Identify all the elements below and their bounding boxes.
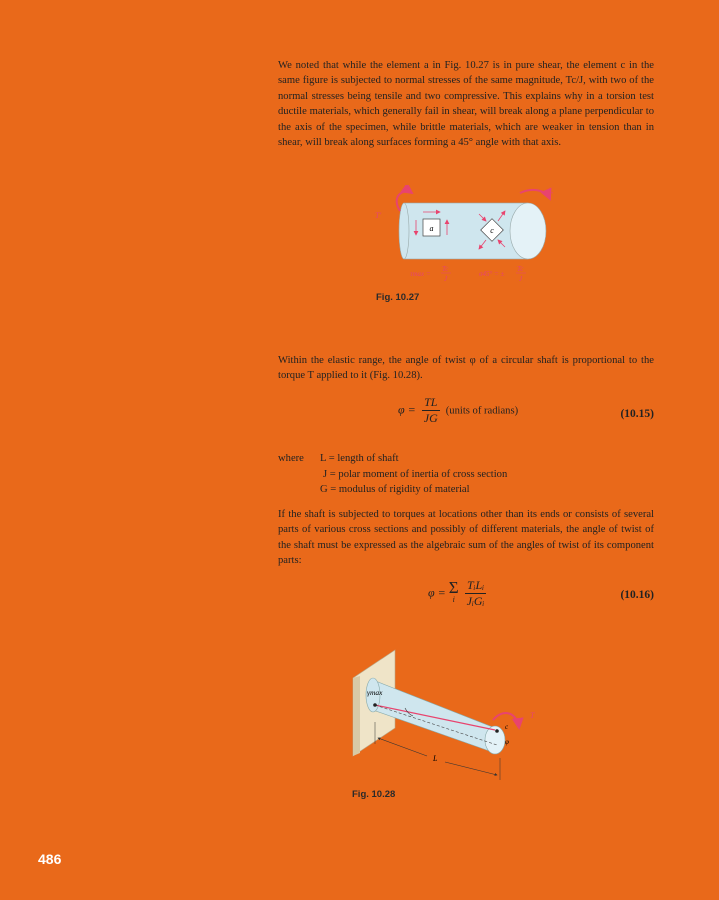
svg-text:τmax =: τmax = bbox=[410, 270, 431, 278]
shaft-cylinder bbox=[399, 203, 546, 259]
element-a-label: a bbox=[429, 224, 434, 233]
figure-10-27 bbox=[360, 185, 570, 290]
svg-text:J: J bbox=[519, 275, 523, 283]
gamma-max-label: γmax bbox=[367, 688, 383, 697]
equation-number-10-15: (10.15) bbox=[620, 408, 654, 420]
svg-text:Tc: Tc bbox=[442, 265, 449, 273]
paragraph-composite-shaft: If the shaft is subjected to torques at locations other than its ends or consists of several parts of various cross sections and possibly of different materials, the angle of twist of the shaft must be expressed as the algebraic sum of the angles of twist of its component parts: bbox=[278, 509, 654, 567]
paragraph-pure-shear: We noted that while the element a in Fig. 10.27 is in pure shear, the element c in the same figure is subjected to normal stresses of the same magnitude, Tc/J, with two of the normal stresses being tensile and two compressive. This explains why in a torsion test ductile materials, which generally fail in shear, will break along a plane perpendicular to the axis of the specimen, while brittle materials, which are weaker in tension than in shear, will break along surfaces forming a 45° angle with that axis. bbox=[278, 60, 654, 149]
equation-number-10-16: (10.16) bbox=[620, 589, 654, 601]
length-dim-right bbox=[445, 762, 497, 775]
figure-10-28 bbox=[345, 648, 550, 783]
equation-10-15: φ = $\frac{TL}{JG}$ (units of radians) bbox=[398, 395, 519, 425]
phi-label: φ bbox=[505, 738, 509, 746]
equation-10-16: φ = Σ i $\frac{\text{TᵢLᵢ}}{\text{JᵢGᵢ}}$ bbox=[428, 577, 485, 608]
svg-text:Tc: Tc bbox=[517, 265, 524, 273]
element-c-label: c bbox=[490, 226, 494, 235]
def-length: L = length of shaft bbox=[320, 453, 399, 464]
radius-c-label: c bbox=[505, 723, 509, 731]
def-polar-moment: J = polar moment of inertia of cross section bbox=[323, 468, 508, 480]
page-number: 486 bbox=[38, 851, 62, 867]
length-dim-left bbox=[378, 738, 427, 756]
tau-max-formula bbox=[410, 265, 451, 283]
torque-arrow-right bbox=[520, 190, 550, 199]
paragraph-angle-of-twist: Within the elastic range, the angle of twist φ of a circular shaft is proportional to the torque T applied to it (Fig. 10.28). bbox=[278, 355, 654, 382]
figure-caption-10-27: Fig. 10.27 bbox=[376, 292, 420, 303]
figure-caption-10-28: Fig. 10.28 bbox=[352, 789, 396, 800]
def-modulus: G = modulus of rigidity of material bbox=[320, 484, 470, 495]
svg-text:σ45° = ±: σ45° = ± bbox=[479, 270, 505, 278]
sigma-45-formula bbox=[479, 265, 526, 283]
torque-label: T bbox=[530, 711, 535, 720]
torque-right-label: T bbox=[548, 191, 553, 200]
torque-left-label: T' bbox=[375, 211, 382, 220]
length-label: L bbox=[433, 754, 438, 763]
svg-text:J: J bbox=[444, 275, 448, 283]
